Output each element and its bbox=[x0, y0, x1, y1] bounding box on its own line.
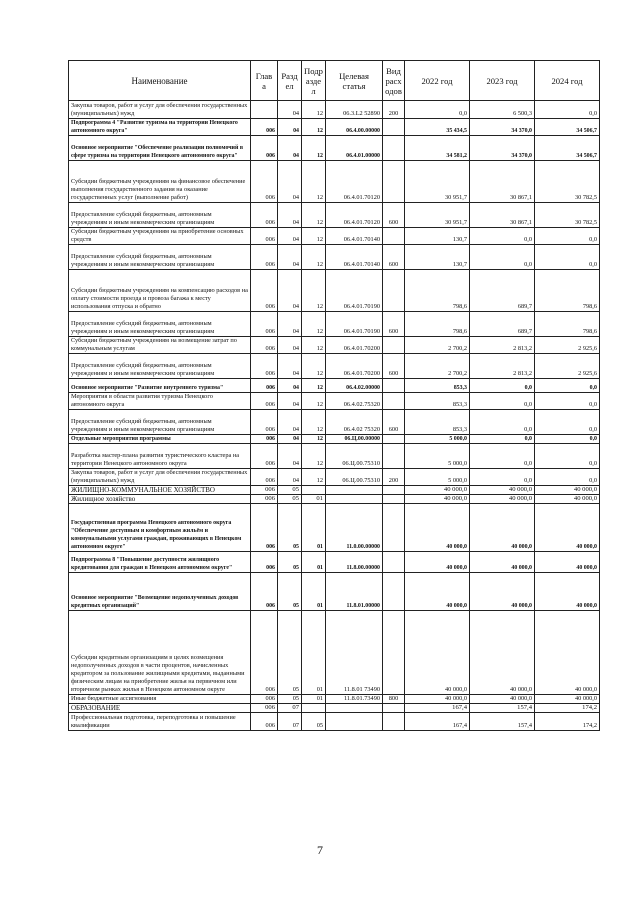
page-number: 7 bbox=[317, 843, 323, 857]
cell-glava: 006 bbox=[251, 444, 278, 469]
cell-celevaya-statya: 06.Ц.00.75310 bbox=[326, 469, 383, 486]
cell-vid-rashodov bbox=[383, 161, 405, 203]
cell-2022: 2 700,2 bbox=[405, 354, 470, 379]
cell-2024: 0,0 bbox=[535, 444, 600, 469]
header-vid-rashodov: Вид расх одов bbox=[383, 61, 405, 101]
cell-2024: 34 506,7 bbox=[535, 119, 600, 136]
cell-2022: 40 000,0 bbox=[405, 695, 470, 704]
cell-glava: 006 bbox=[251, 228, 278, 245]
cell-2024: 0,0 bbox=[535, 101, 600, 119]
cell-celevaya-statya: 06.4.01.70200 bbox=[326, 354, 383, 379]
cell-2023: 40 000,0 bbox=[470, 486, 535, 495]
table-row bbox=[69, 379, 600, 393]
cell-celevaya-statya: 06.4.01.00000 bbox=[326, 136, 383, 161]
cell-2022: 130,7 bbox=[405, 245, 470, 270]
cell-2024: 40 000,0 bbox=[535, 695, 600, 704]
cell-razdel: 05 bbox=[278, 573, 302, 611]
cell-2022: 40 000,0 bbox=[405, 552, 470, 573]
cell-2022: 167,4 bbox=[405, 704, 470, 713]
cell-2024: 2 925,6 bbox=[535, 354, 600, 379]
cell-2024: 2 925,6 bbox=[535, 337, 600, 354]
cell-2023: 34 370,0 bbox=[470, 119, 535, 136]
cell-name: Основное мероприятие "Обеспечение реализации полномочий в сфере туризма на территории Ненецкого автономного округа" bbox=[69, 136, 251, 161]
cell-celevaya-statya: 06.4.02 75320 bbox=[326, 410, 383, 435]
cell-razdel: 04 bbox=[278, 337, 302, 354]
cell-razdel: 04 bbox=[278, 469, 302, 486]
cell-glava: 006 bbox=[251, 704, 278, 713]
cell-razdel: 04 bbox=[278, 203, 302, 228]
cell-2022: 167,4 bbox=[405, 713, 470, 731]
cell-2024: 0,0 bbox=[535, 245, 600, 270]
cell-glava: 006 bbox=[251, 245, 278, 270]
table-row bbox=[69, 611, 600, 695]
table-row bbox=[69, 245, 600, 270]
cell-celevaya-statya: 06.4.02.00000 bbox=[326, 379, 383, 393]
cell-glava: 006 bbox=[251, 136, 278, 161]
cell-2023: 0,0 bbox=[470, 379, 535, 393]
cell-2024: 174,2 bbox=[535, 704, 600, 713]
cell-2024: 40 000,0 bbox=[535, 486, 600, 495]
cell-razdel: 04 bbox=[278, 354, 302, 379]
cell-name: Субсидии бюджетным учреждениям на финансовое обеспечение выполнения государственного задания на оказание государственных услуг (выполнение работ) bbox=[69, 161, 251, 203]
cell-2023: 0,0 bbox=[470, 245, 535, 270]
header-razdel: Разд ел bbox=[278, 61, 302, 101]
cell-glava: 006 bbox=[251, 203, 278, 228]
cell-2023: 157,4 bbox=[470, 704, 535, 713]
cell-razdel: 04 bbox=[278, 119, 302, 136]
cell-2024: 0,0 bbox=[535, 410, 600, 435]
cell-razdel: 05 bbox=[278, 495, 302, 504]
header-podrazdel: Подр азде л bbox=[302, 61, 326, 101]
cell-name: Профессиональная подготовка, переподготовка и повышение квалификации bbox=[69, 713, 251, 731]
cell-celevaya-statya: 06.4.01.70140 bbox=[326, 245, 383, 270]
cell-2023: 30 867,1 bbox=[470, 203, 535, 228]
cell-glava: 006 bbox=[251, 161, 278, 203]
cell-podrazdel: 12 bbox=[302, 444, 326, 469]
cell-celevaya-statya: 06.4.01.70190 bbox=[326, 312, 383, 337]
cell-2023: 40 000,0 bbox=[470, 695, 535, 704]
cell-vid-rashodov: 600 bbox=[383, 410, 405, 435]
cell-2024: 798,6 bbox=[535, 270, 600, 312]
cell-name: Иные бюджетные ассигнования bbox=[69, 695, 251, 704]
cell-2022: 40 000,0 bbox=[405, 504, 470, 552]
cell-podrazdel: 12 bbox=[302, 469, 326, 486]
cell-2022: 5 000,0 bbox=[405, 469, 470, 486]
cell-vid-rashodov: 600 bbox=[383, 245, 405, 270]
cell-vid-rashodov bbox=[383, 611, 405, 695]
cell-razdel: 04 bbox=[278, 136, 302, 161]
cell-razdel: 04 bbox=[278, 379, 302, 393]
cell-name: Основное мероприятие "Развитие внутреннего туризма" bbox=[69, 379, 251, 393]
cell-2024: 0,0 bbox=[535, 435, 600, 444]
cell-2023: 40 000,0 bbox=[470, 504, 535, 552]
table-row bbox=[69, 228, 600, 245]
cell-2024: 174,2 bbox=[535, 713, 600, 731]
cell-razdel: 04 bbox=[278, 228, 302, 245]
table-row bbox=[69, 136, 600, 161]
cell-2023: 0,0 bbox=[470, 228, 535, 245]
cell-name: Основное мероприятие "Возмещение недополученных доходов кредитных организаций" bbox=[69, 573, 251, 611]
table-row bbox=[69, 713, 600, 731]
cell-name: Подпрограмма 8 "Повышение доступности жилищного кредитования для граждан в Ненецком автономном округе" bbox=[69, 552, 251, 573]
table-header-row bbox=[69, 61, 600, 101]
cell-name: Закупка товаров, работ и услуг для обеспечения государственных (муниципальных) нужд bbox=[69, 469, 251, 486]
cell-celevaya-statya: 06.4.01.70140 bbox=[326, 228, 383, 245]
cell-name: Предоставление субсидий бюджетным, автономным учреждениям и иным некоммерческим организациям bbox=[69, 245, 251, 270]
cell-2024: 798,6 bbox=[535, 312, 600, 337]
cell-glava: 006 bbox=[251, 469, 278, 486]
cell-2024: 40 000,0 bbox=[535, 552, 600, 573]
cell-podrazdel: 12 bbox=[302, 393, 326, 410]
cell-2023: 0,0 bbox=[470, 393, 535, 410]
cell-2022: 798,6 bbox=[405, 270, 470, 312]
cell-razdel: 07 bbox=[278, 713, 302, 731]
cell-podrazdel: 12 bbox=[302, 410, 326, 435]
cell-2022: 853,3 bbox=[405, 393, 470, 410]
cell-2023: 40 000,0 bbox=[470, 495, 535, 504]
table-row bbox=[69, 119, 600, 136]
cell-razdel: 05 bbox=[278, 486, 302, 495]
cell-glava: 006 bbox=[251, 504, 278, 552]
cell-glava: 006 bbox=[251, 393, 278, 410]
table-row bbox=[69, 552, 600, 573]
cell-2022: 40 000,0 bbox=[405, 495, 470, 504]
cell-celevaya-statya: 06.4.02.75320 bbox=[326, 393, 383, 410]
cell-vid-rashodov: 600 bbox=[383, 312, 405, 337]
table-row bbox=[69, 573, 600, 611]
cell-name: Субсидии кредитным организациям в целях возмещения недополученных доходов в части процентов, начисленных кредитором за пользование жилищными кредитами, выданными физическим лицам на приобретение жилья на первичном или вторичном рынках жилья в Ненецком автономном округе bbox=[69, 611, 251, 695]
cell-2023: 157,4 bbox=[470, 713, 535, 731]
cell-2024: 30 782,5 bbox=[535, 203, 600, 228]
cell-2022: 853,3 bbox=[405, 379, 470, 393]
cell-vid-rashodov bbox=[383, 379, 405, 393]
cell-podrazdel: 01 bbox=[302, 695, 326, 704]
cell-2023: 40 000,0 bbox=[470, 552, 535, 573]
cell-celevaya-statya bbox=[326, 713, 383, 731]
cell-2022: 130,7 bbox=[405, 228, 470, 245]
cell-celevaya-statya: 06.4.01.70200 bbox=[326, 337, 383, 354]
cell-podrazdel: 12 bbox=[302, 101, 326, 119]
cell-vid-rashodov: 600 bbox=[383, 354, 405, 379]
cell-vid-rashodov bbox=[383, 495, 405, 504]
cell-2022: 5 000,0 bbox=[405, 444, 470, 469]
cell-razdel: 04 bbox=[278, 410, 302, 435]
cell-2024: 0,0 bbox=[535, 469, 600, 486]
cell-2023: 34 370,0 bbox=[470, 136, 535, 161]
cell-podrazdel: 12 bbox=[302, 161, 326, 203]
cell-glava: 006 bbox=[251, 354, 278, 379]
cell-podrazdel: 01 bbox=[302, 573, 326, 611]
cell-podrazdel: 12 bbox=[302, 270, 326, 312]
cell-2022: 798,6 bbox=[405, 312, 470, 337]
cell-2023: 0,0 bbox=[470, 410, 535, 435]
cell-2024: 40 000,0 bbox=[535, 504, 600, 552]
cell-name: Жилищное хозяйство bbox=[69, 495, 251, 504]
table-row bbox=[69, 270, 600, 312]
budget-table bbox=[68, 60, 600, 731]
cell-2023: 0,0 bbox=[470, 469, 535, 486]
table-body bbox=[69, 101, 600, 731]
cell-razdel: 04 bbox=[278, 444, 302, 469]
cell-2023: 689,7 bbox=[470, 312, 535, 337]
cell-vid-rashodov bbox=[383, 136, 405, 161]
cell-podrazdel bbox=[302, 704, 326, 713]
cell-2023: 0,0 bbox=[470, 435, 535, 444]
cell-glava: 006 bbox=[251, 552, 278, 573]
table-row bbox=[69, 203, 600, 228]
cell-celevaya-statya: 06.4.01.70120 bbox=[326, 203, 383, 228]
cell-glava: 006 bbox=[251, 379, 278, 393]
cell-2023: 2 813,2 bbox=[470, 354, 535, 379]
cell-podrazdel: 12 bbox=[302, 312, 326, 337]
cell-vid-rashodov: 200 bbox=[383, 101, 405, 119]
cell-razdel: 04 bbox=[278, 435, 302, 444]
cell-vid-rashodov bbox=[383, 119, 405, 136]
cell-celevaya-statya: 11.8.00.00000 bbox=[326, 552, 383, 573]
cell-vid-rashodov bbox=[383, 704, 405, 713]
cell-razdel: 04 bbox=[278, 393, 302, 410]
cell-celevaya-statya bbox=[326, 495, 383, 504]
cell-podrazdel: 01 bbox=[302, 495, 326, 504]
budget-table-sheet bbox=[68, 60, 599, 731]
cell-podrazdel: 12 bbox=[302, 354, 326, 379]
cell-name: Предоставление субсидий бюджетным, автономным учреждениям и иным некоммерческим организациям bbox=[69, 410, 251, 435]
cell-podrazdel: 01 bbox=[302, 504, 326, 552]
cell-glava: 006 bbox=[251, 611, 278, 695]
cell-podrazdel: 12 bbox=[302, 435, 326, 444]
cell-celevaya-statya: 06.4.01.70190 bbox=[326, 270, 383, 312]
cell-2022: 2 700,2 bbox=[405, 337, 470, 354]
cell-vid-rashodov bbox=[383, 228, 405, 245]
cell-2023: 2 813,2 bbox=[470, 337, 535, 354]
cell-podrazdel: 12 bbox=[302, 337, 326, 354]
cell-name: Подпрограмма 4 "Развитие туризма на территории Ненецкого автономного округа" bbox=[69, 119, 251, 136]
header-celevaya-statya: Целевая статья bbox=[326, 61, 383, 101]
cell-name: Мероприятия в области развития туризма Ненецкого автономного округа bbox=[69, 393, 251, 410]
cell-vid-rashodov bbox=[383, 504, 405, 552]
cell-razdel: 04 bbox=[278, 101, 302, 119]
cell-vid-rashodov: 600 bbox=[383, 203, 405, 228]
cell-vid-rashodov bbox=[383, 573, 405, 611]
cell-2023: 689,7 bbox=[470, 270, 535, 312]
table-row bbox=[69, 704, 600, 713]
cell-podrazdel: 12 bbox=[302, 136, 326, 161]
table-row bbox=[69, 337, 600, 354]
cell-celevaya-statya: 06.Ц.00.00000 bbox=[326, 435, 383, 444]
cell-vid-rashodov bbox=[383, 435, 405, 444]
cell-celevaya-statya bbox=[326, 704, 383, 713]
table-row bbox=[69, 161, 600, 203]
cell-vid-rashodov bbox=[383, 486, 405, 495]
cell-name: Предоставление субсидий бюджетным, автономным учреждениям и иным некоммерческим организациям bbox=[69, 312, 251, 337]
cell-name: ЖИЛИЩНО-КОММУНАЛЬНОЕ ХОЗЯЙСТВО bbox=[69, 486, 251, 495]
cell-celevaya-statya: 06.4.00.00000 bbox=[326, 119, 383, 136]
cell-vid-rashodov bbox=[383, 270, 405, 312]
cell-razdel: 04 bbox=[278, 245, 302, 270]
cell-podrazdel: 12 bbox=[302, 119, 326, 136]
cell-glava: 006 bbox=[251, 695, 278, 704]
cell-glava: 006 bbox=[251, 486, 278, 495]
cell-glava: 006 bbox=[251, 119, 278, 136]
cell-celevaya-statya: 06.4.01.70120 bbox=[326, 161, 383, 203]
header-2022: 2022 год bbox=[405, 61, 470, 101]
cell-2024: 34 506,7 bbox=[535, 136, 600, 161]
cell-2023: 0,0 bbox=[470, 444, 535, 469]
cell-podrazdel: 12 bbox=[302, 379, 326, 393]
cell-2022: 40 000,0 bbox=[405, 486, 470, 495]
header-2024: 2024 год bbox=[535, 61, 600, 101]
table-row bbox=[69, 495, 600, 504]
cell-2024: 40 000,0 bbox=[535, 611, 600, 695]
cell-glava bbox=[251, 101, 278, 119]
cell-razdel: 05 bbox=[278, 611, 302, 695]
cell-2022: 40 000,0 bbox=[405, 611, 470, 695]
cell-razdel: 04 bbox=[278, 312, 302, 337]
cell-celevaya-statya: 06.Ц.00.75310 bbox=[326, 444, 383, 469]
cell-glava: 006 bbox=[251, 435, 278, 444]
header-name: Наименование bbox=[69, 61, 251, 101]
cell-2023: 40 000,0 bbox=[470, 573, 535, 611]
cell-podrazdel: 12 bbox=[302, 203, 326, 228]
cell-glava: 006 bbox=[251, 573, 278, 611]
cell-podrazdel: 01 bbox=[302, 552, 326, 573]
table-row bbox=[69, 410, 600, 435]
cell-name: Субсидии бюджетным учреждениям на возмещение затрат по коммунальным услугам bbox=[69, 337, 251, 354]
table-row bbox=[69, 393, 600, 410]
cell-glava: 006 bbox=[251, 713, 278, 731]
cell-2023: 40 000,0 bbox=[470, 611, 535, 695]
cell-name: Разработка мастер-плана развития туристического кластера на территории Ненецкого автономного округа bbox=[69, 444, 251, 469]
cell-2022: 853,3 bbox=[405, 410, 470, 435]
cell-2022: 5 000,0 bbox=[405, 435, 470, 444]
cell-2024: 40 000,0 bbox=[535, 573, 600, 611]
table-row bbox=[69, 486, 600, 495]
cell-celevaya-statya: 11.8.01 73490 bbox=[326, 611, 383, 695]
cell-2023: 6 500,3 bbox=[470, 101, 535, 119]
cell-2022: 30 951,7 bbox=[405, 203, 470, 228]
table-row bbox=[69, 312, 600, 337]
table-row bbox=[69, 504, 600, 552]
cell-celevaya-statya: 11.8.01.73490 bbox=[326, 695, 383, 704]
cell-razdel: 05 bbox=[278, 552, 302, 573]
cell-vid-rashodov bbox=[383, 713, 405, 731]
table-row bbox=[69, 695, 600, 704]
cell-razdel: 05 bbox=[278, 695, 302, 704]
cell-name: Предоставление субсидий бюджетным, автономным учреждениям и иным некоммерческим организациям bbox=[69, 354, 251, 379]
cell-name: Субсидии бюджетным учреждениям на приобретение основных средств bbox=[69, 228, 251, 245]
table-row bbox=[69, 354, 600, 379]
cell-razdel: 04 bbox=[278, 161, 302, 203]
cell-2022: 30 951,7 bbox=[405, 161, 470, 203]
cell-glava: 006 bbox=[251, 495, 278, 504]
cell-glava: 006 bbox=[251, 270, 278, 312]
cell-vid-rashodov bbox=[383, 393, 405, 410]
cell-celevaya-statya: 11.0.00.00000 bbox=[326, 504, 383, 552]
cell-celevaya-statya: 11.8.01.00000 bbox=[326, 573, 383, 611]
cell-vid-rashodov bbox=[383, 552, 405, 573]
cell-vid-rashodov: 800 bbox=[383, 695, 405, 704]
cell-2024: 40 000,0 bbox=[535, 495, 600, 504]
cell-podrazdel bbox=[302, 486, 326, 495]
cell-celevaya-statya bbox=[326, 486, 383, 495]
cell-razdel: 04 bbox=[278, 270, 302, 312]
cell-vid-rashodov bbox=[383, 337, 405, 354]
cell-2023: 30 867,1 bbox=[470, 161, 535, 203]
cell-name: Государственная программа Ненецкого автономного округа "Обеспечение доступным и комфортным жильём и коммунальными услугами граждан, проживающих в Ненецком автономном округе" bbox=[69, 504, 251, 552]
cell-podrazdel: 12 bbox=[302, 245, 326, 270]
cell-name: Отдельные мероприятия программы bbox=[69, 435, 251, 444]
cell-2024: 0,0 bbox=[535, 228, 600, 245]
table-row bbox=[69, 101, 600, 119]
cell-2024: 0,0 bbox=[535, 379, 600, 393]
cell-2022: 40 000,0 bbox=[405, 573, 470, 611]
table-row bbox=[69, 435, 600, 444]
cell-name: Предоставление субсидий бюджетным, автономным учреждениям и иным некоммерческим организациям bbox=[69, 203, 251, 228]
cell-2024: 0,0 bbox=[535, 393, 600, 410]
cell-podrazdel: 05 bbox=[302, 713, 326, 731]
cell-2022: 0,0 bbox=[405, 101, 470, 119]
cell-podrazdel: 12 bbox=[302, 228, 326, 245]
cell-2024: 30 782,5 bbox=[535, 161, 600, 203]
cell-podrazdel: 01 bbox=[302, 611, 326, 695]
cell-2022: 35 434,5 bbox=[405, 119, 470, 136]
cell-name: Субсидии бюджетным учреждениям на компенсацию расходов на оплату стоимости проезда и провоза багажа к месту использования отпуска и обратно bbox=[69, 270, 251, 312]
header-glava: Глав а bbox=[251, 61, 278, 101]
cell-name: Закупка товаров, работ и услуг для обеспечения государственных (муниципальных) нужд bbox=[69, 101, 251, 119]
header-2023: 2023 год bbox=[470, 61, 535, 101]
cell-vid-rashodov: 200 bbox=[383, 469, 405, 486]
cell-glava: 006 bbox=[251, 337, 278, 354]
cell-glava: 006 bbox=[251, 410, 278, 435]
cell-celevaya-statya: 06.3.L2 52890 bbox=[326, 101, 383, 119]
cell-razdel: 07 bbox=[278, 704, 302, 713]
cell-name: ОБРАЗОВАНИЕ bbox=[69, 704, 251, 713]
table-row bbox=[69, 469, 600, 486]
cell-2022: 34 581,2 bbox=[405, 136, 470, 161]
table-row bbox=[69, 444, 600, 469]
cell-vid-rashodov bbox=[383, 444, 405, 469]
cell-razdel: 05 bbox=[278, 504, 302, 552]
cell-glava: 006 bbox=[251, 312, 278, 337]
